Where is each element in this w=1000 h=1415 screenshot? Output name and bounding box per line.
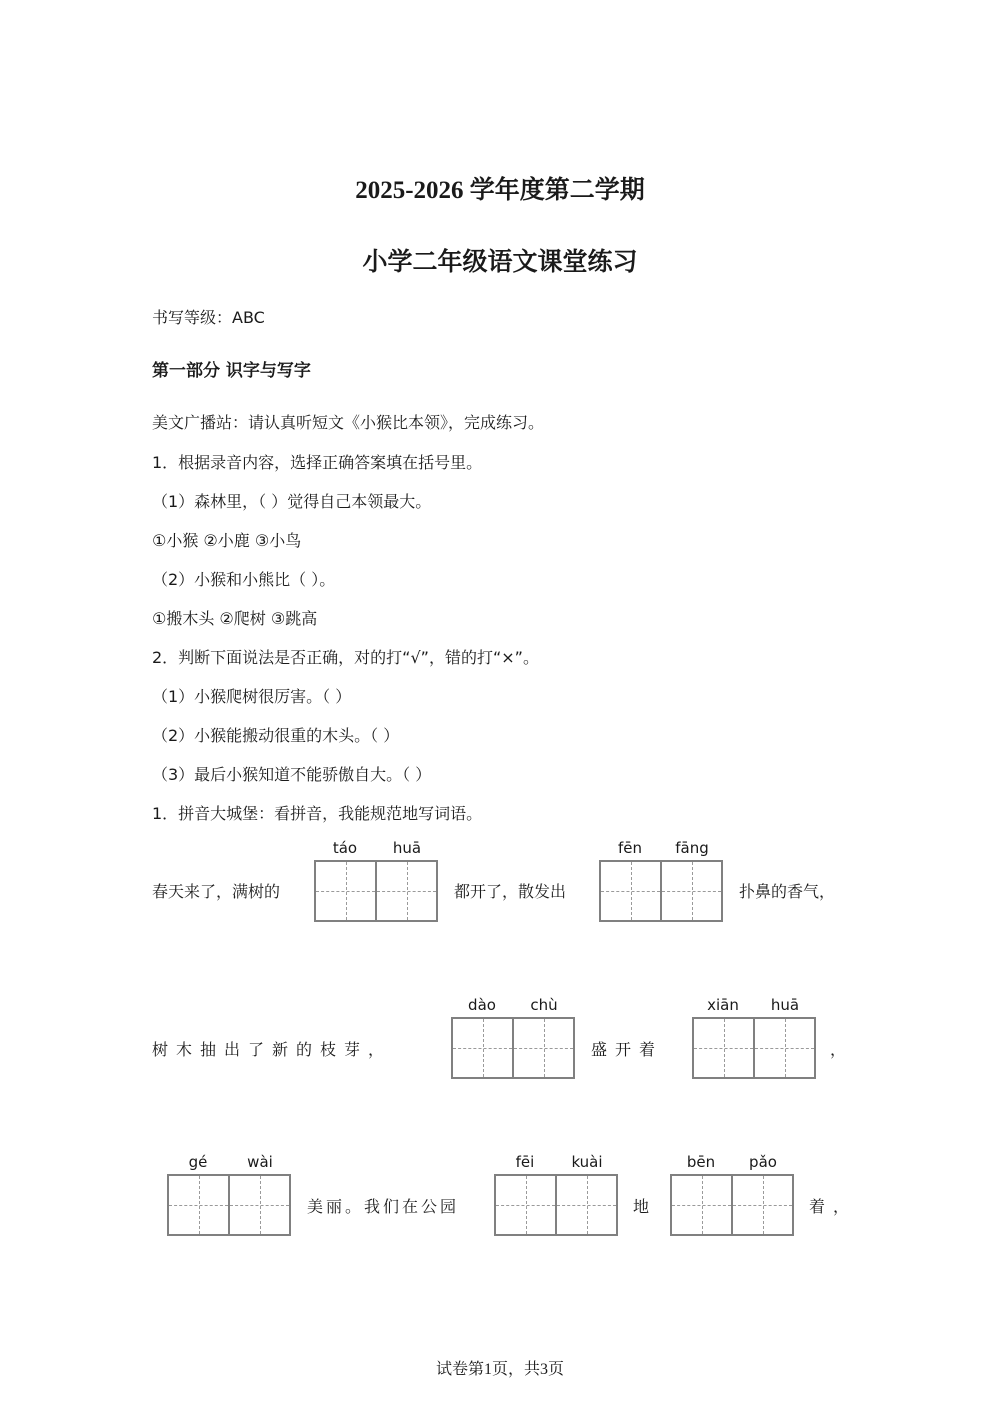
- question-2: 2．判断下面说法是否正确，对的打“√”，错的打“×”。: [152, 648, 539, 667]
- section-heading: 第一部分 识字与写字: [152, 361, 311, 381]
- pinyin-syllable: huā: [392, 839, 422, 857]
- question-2-item: （2）小猴能搬动很重的木头。（ ）: [152, 726, 400, 745]
- fill-text: 着，: [809, 1197, 858, 1216]
- pinyin-syllable: huā: [770, 996, 800, 1014]
- writing-grid[interactable]: [599, 860, 723, 922]
- question-3: 1．拼音大城堡：看拼音，我能规范地写词语。: [152, 804, 483, 823]
- pinyin-label: [494, 1153, 618, 1171]
- pinyin-label: [451, 996, 575, 1014]
- writing-grid[interactable]: [314, 860, 438, 922]
- fill-text: 地: [633, 1197, 650, 1216]
- grade-label: 书写等级：ABC: [152, 308, 265, 327]
- question-2-item: （1）小猴爬树很厉害。（ ）: [152, 687, 352, 706]
- question-1-sub-2-options: ①搬木头 ②爬树 ③跳高: [152, 609, 318, 628]
- page-title: 2025-2026 学年度第二学期: [355, 177, 645, 204]
- question-1-sub-2: （2）小猴和小熊比（ ）。: [152, 570, 336, 589]
- writing-grid[interactable]: [494, 1174, 618, 1236]
- writing-grid[interactable]: [451, 1017, 575, 1079]
- pinyin-syllable: pǎo: [749, 1153, 777, 1171]
- page-subtitle: 小学二年级语文课堂练习: [362, 247, 638, 276]
- pinyin-syllable: fēn: [617, 839, 643, 857]
- pinyin-label: [599, 839, 723, 857]
- pinyin-syllable: xiān: [707, 996, 739, 1014]
- pinyin-syllable: fāng: [675, 839, 709, 857]
- pinyin-label: [670, 1153, 794, 1171]
- listening-intro: 美文广播站：请认真听短文《小猴比本领》，完成练习。: [152, 413, 545, 432]
- pinyin-syllable: fēi: [515, 1153, 535, 1171]
- fill-text: 盛开着: [591, 1040, 664, 1059]
- page-footer: 试卷第1页，共3页: [435, 1361, 564, 1378]
- pinyin-label: [167, 1153, 291, 1171]
- question-1-sub-1: （1）森林里，（ ）觉得自己本领最大。: [152, 492, 432, 511]
- fill-text: 美丽。我们在公园: [307, 1197, 460, 1216]
- pinyin-syllable: kuài: [571, 1153, 603, 1171]
- pinyin-label: [692, 996, 816, 1014]
- question-1: 1．根据录音内容，选择正确答案填在括号里。: [152, 453, 483, 472]
- fill-text: 春天来了，满树的: [152, 882, 281, 901]
- pinyin-syllable: táo: [332, 839, 358, 857]
- fill-text: 树木抽出了新的枝芽，: [152, 1040, 393, 1059]
- pinyin-syllable: bēn: [686, 1153, 716, 1171]
- pinyin-syllable: dào: [468, 996, 496, 1014]
- question-1-sub-1-options: ①小猴 ②小鹿 ③小鸟: [152, 531, 302, 550]
- fill-text: 都开了，散发出: [454, 882, 567, 901]
- pinyin-syllable: gé: [188, 1153, 208, 1171]
- writing-grid[interactable]: [167, 1174, 291, 1236]
- writing-grid[interactable]: [692, 1017, 816, 1079]
- fill-text: ，: [830, 1040, 847, 1059]
- pinyin-syllable: chù: [530, 996, 558, 1014]
- question-2-item: （3）最后小猴知道不能骄傲自大。（ ）: [152, 765, 432, 784]
- pinyin-syllable: wài: [247, 1153, 273, 1171]
- pinyin-label: [314, 839, 438, 857]
- writing-grid[interactable]: [670, 1174, 794, 1236]
- fill-text: 扑鼻的香气，: [739, 882, 836, 901]
